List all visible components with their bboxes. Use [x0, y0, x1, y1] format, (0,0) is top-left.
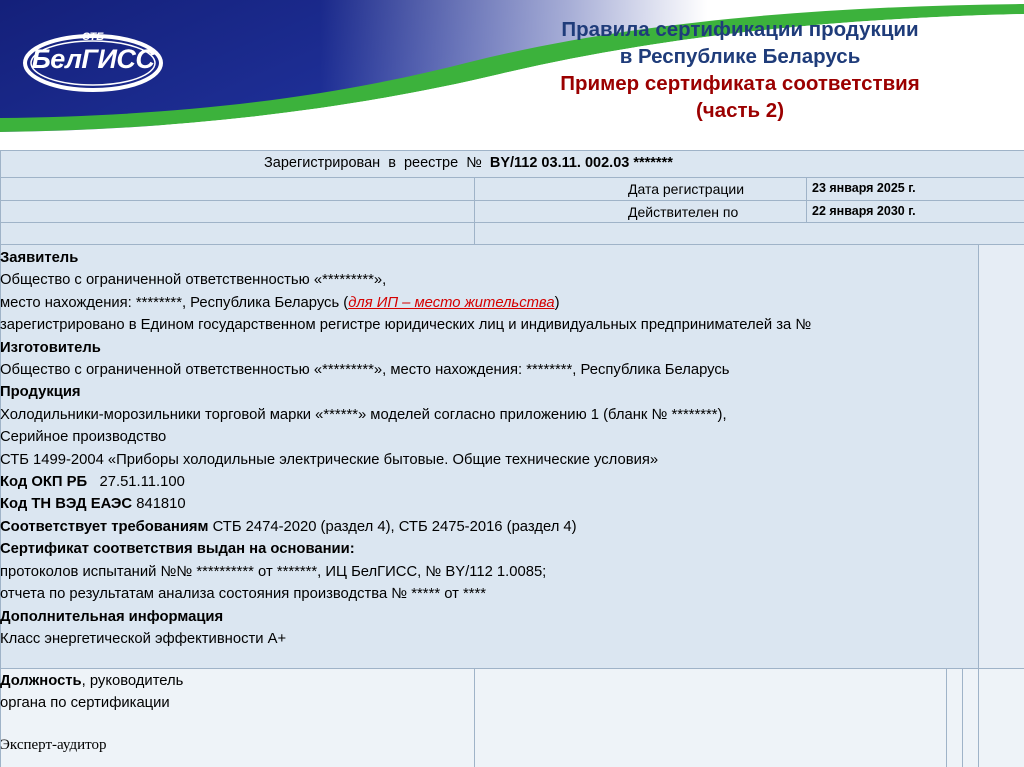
registry-prefix: Зарегистрирован в реестре №	[264, 155, 490, 171]
logo-text: БелГИСС	[31, 44, 155, 74]
table-border	[0, 222, 1024, 223]
okp-label: Код ОКП РБ	[0, 474, 88, 491]
certificate-document	[0, 150, 1024, 767]
registry-number-line	[264, 155, 673, 171]
tnved-code-line	[0, 493, 980, 515]
applicant-heading: Заявитель	[0, 250, 79, 266]
reg-date-value: 23 января 2025 г.	[812, 181, 916, 195]
valid-until-label: Действителен по	[628, 204, 739, 220]
basis-heading: Сертификат соответствия выдан на основании:	[0, 541, 355, 558]
subtitle-line-1: Пример сертификата соответствия	[560, 72, 920, 95]
okp-value: 27.51.11.100	[87, 474, 185, 491]
requirements-label: Соответствует требованиям	[0, 518, 209, 535]
table-border	[0, 200, 1024, 201]
signature-block	[0, 670, 470, 715]
manufacturer-heading: Изготовитель	[0, 339, 101, 356]
product-line-1: Холодильники-морозильники торговой марки «******» моделей согласно приложению 1 (бланк № ********),	[0, 406, 727, 423]
okp-code-line	[0, 471, 980, 493]
slide-header	[0, 0, 1024, 150]
manufacturer-line: Общество с ограниченной ответственностью «*********», место нахождения: ********, Республика Беларусь	[0, 362, 730, 379]
position-rest: , руководитель	[81, 673, 184, 689]
table-border	[806, 177, 807, 222]
expert-auditor-label: Эксперт-аудитор	[0, 737, 107, 753]
ip-residence-note: для ИП – место жительства	[348, 294, 555, 311]
basis-line-1: протоколов испытаний №№ ********** от *******, ИЦ БелГИСС, № BY/112 1.0085;	[0, 563, 547, 580]
requirements-value: СТБ 2474-2020 (раздел 4), СТБ 2475-2016 (раздел 4)	[208, 518, 577, 535]
product-heading: Продукция	[0, 384, 81, 401]
tnved-label: Код ТН ВЭД ЕАЭС	[0, 496, 133, 513]
table-border	[0, 150, 1024, 151]
product-line-2: Серийное производство	[0, 429, 167, 446]
valid-until-value: 22 января 2030 г.	[812, 204, 916, 218]
applicant-address-close: )	[554, 294, 560, 311]
title-line-1: Правила сертификации продукции	[561, 18, 919, 41]
registry-number: BY/112 03.11. 002.03 *******	[489, 155, 673, 171]
extra-info-line: Класс энергетической эффективности А+	[0, 630, 287, 647]
belgiss-logo	[22, 30, 164, 92]
requirements-line	[0, 516, 980, 538]
position-line-2: органа по сертификации	[0, 695, 170, 712]
applicant-line-1: Общество с ограниченной ответственностью «*********»,	[0, 272, 387, 289]
table-border	[0, 668, 1024, 669]
applicant-line-2	[0, 292, 980, 314]
table-border	[474, 668, 475, 767]
position-label: Должность	[0, 673, 82, 689]
extra-info-heading: Дополнительная информация	[0, 608, 224, 625]
right-margin-bg	[978, 244, 1024, 668]
table-border	[962, 668, 963, 767]
applicant-address: место нахождения: ********, Республика Беларусь (	[0, 294, 349, 311]
product-line-3: СТБ 1499-2004 «Приборы холодильные электрические бытовые. Общие технические условия»	[0, 451, 659, 468]
table-border	[0, 244, 1024, 245]
table-border	[946, 668, 947, 767]
subtitle-line-2: (часть 2)	[695, 99, 785, 122]
reg-date-label: Дата регистрации	[628, 181, 745, 197]
title-line-2: в Республике Беларусь	[619, 45, 861, 68]
applicant-line-3: зарегистрировано в Едином государственном регистре юридических лиц и индивидуальных предпринимателей за №	[0, 317, 812, 334]
certificate-body	[0, 247, 980, 650]
slide-title	[470, 16, 1010, 124]
basis-line-2: отчета по результатам анализа состояния производства № ***** от ****	[0, 586, 487, 603]
logo-stb-mark: СТБ	[81, 31, 105, 43]
table-border	[0, 177, 1024, 178]
tnved-value: 841810	[132, 496, 186, 513]
position-line	[0, 670, 470, 692]
table-border	[474, 177, 475, 244]
